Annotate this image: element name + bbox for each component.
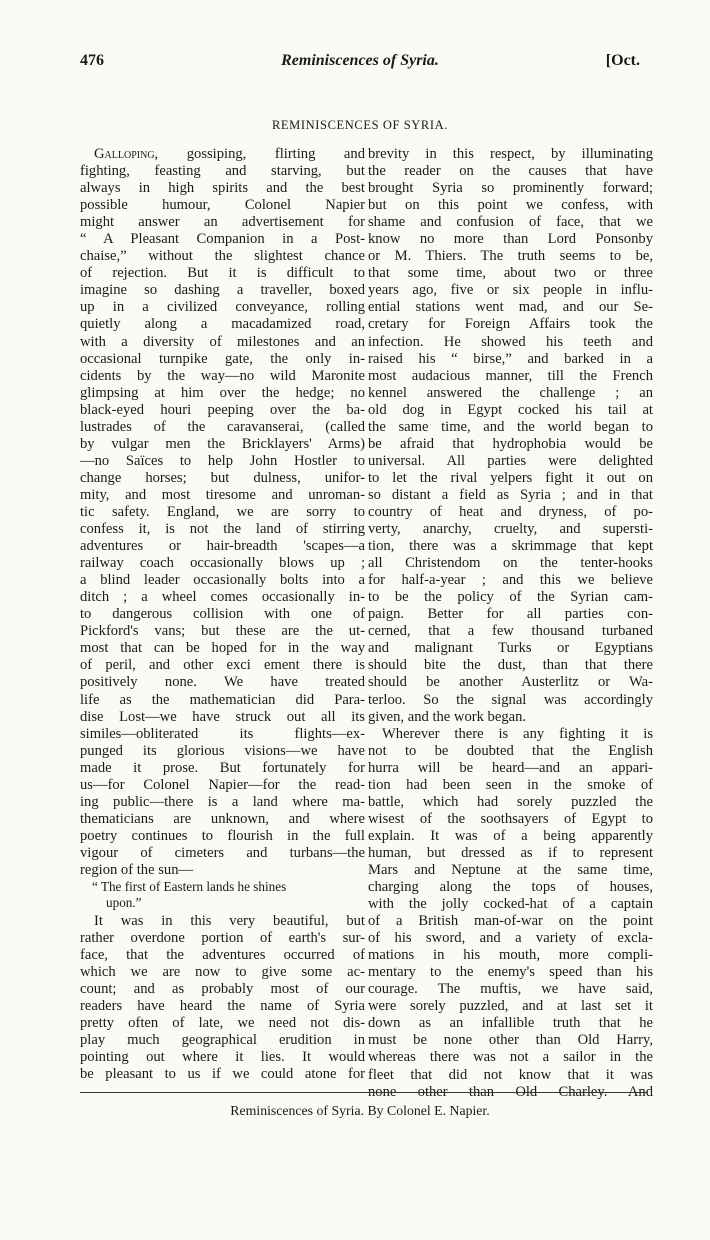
running-title: Reminiscences of Syria. [281,52,439,69]
text-line: to be the policy of the Syrian cam- [368,589,653,606]
text-line: tion, there was a skrimmage that kept [368,538,653,555]
text-line: poetry continues to flourish in the full [80,827,365,844]
text-line: count; and as probably most of our [80,981,365,998]
text-line: paign. Better for all parties con- [368,606,653,623]
text-line: verty, anarchy, cruelty, and supersti- [368,521,653,538]
text-line: old dog in Egypt cocked his tail at [368,401,653,418]
text-line: punged its glorious visions—we have [80,742,365,759]
text-line: pretty often of late, we need not dis- [80,1015,365,1032]
text-line: dise Lost—we have struck out all its [80,708,365,725]
drop-word: Galloping [94,146,155,162]
text-line: change horses; but dulness, unifor- [80,469,365,486]
text-line: shame and confusion of face, that we [368,214,653,231]
text-line: brevity in this respect, by illuminating [368,146,653,162]
text-line: cidents by the way—no wild Maronite [80,367,365,384]
text-line: Wherever there is any fighting it is [382,725,653,742]
footnote: Reminiscences of Syria. By Colonel E. Napier. [230,1103,490,1118]
text-line: know no more than Lord Ponsonby [368,231,653,248]
text-line: railway coach occasionally blows up ; [80,555,365,572]
text-line: cerned, that a few thousand turbaned [368,623,653,640]
text-line: vigour of cimeters and turbans—the [80,844,365,861]
text-line: universal. All parties were delighted [368,452,653,469]
text-line: adventures or hair-breadth 'scapes—a [80,538,365,555]
text-line: up in a civilized conveyance, rolling [80,299,365,316]
text-line: rather overdone portion of earth's sur- [80,930,365,947]
quote-line: upon.” [106,895,142,911]
text-line: with the jolly cocked-hat of a captain [368,896,653,913]
text-line: mity, and most tiresome and unroman- [80,486,365,503]
text-line: region of the sun— [80,861,194,878]
text-line: country of heat and dryness, of po- [368,503,653,520]
text-line: should be another Austerlitz or Wa- [368,674,653,691]
text-line: confess it, is not the land of stirring [80,521,365,538]
running-month: [Oct. [605,52,640,69]
text-line: fighting, feasting and starving, but [80,163,365,180]
text-line: with a diversity of milestones and an [80,333,365,350]
text-line: most audacious manner, till the French [368,367,653,384]
text-line: might answer an advertisement for [80,214,365,231]
text-line: “ A Pleasant Companion in a Post- [80,231,365,248]
text-line: wisest of the soothsayers of Egypt to [368,810,653,827]
text-line: pointing out where it lies. It would [80,1049,365,1066]
text-line: —no Saïces to help John Hostler to [80,452,365,469]
text-line: be afraid that hydrophobia would be [368,435,653,452]
text-line: all Christendom on the tenter-hooks [368,555,653,572]
text-line: most that can be hoped for in the way [80,640,365,657]
text-line: fleet that did not know that it was [368,1066,653,1083]
left-column [80,146,365,1083]
text-line: none other than Old Charley. And [368,1083,653,1100]
text-line: mentary to the enemy's speed than his [368,964,653,981]
text-line: us—for Colonel Napier—for the read- [80,776,365,793]
text-line: of rejection. But it is difficult to [80,265,365,282]
text-line: lustrades of the caravanserai, (called [80,418,365,435]
text-line: but on this point we confess, with [368,197,653,214]
text-line: made it prose. But fortunately for [80,759,365,776]
text-line: so distant a field as Syria ; and in that [368,486,653,503]
text-line: kennel answered the challenge ; an [368,384,653,401]
text-line: chaise,” without the slightest chance [80,248,365,265]
text-line: be pleasant to us if we could atone for [80,1066,365,1083]
text-line: brought Syria so prominently forward; [368,180,653,197]
text-line: ditch ; a wheel comes occasionally in- [80,589,365,606]
text-line: were sorely puzzled, and at last set it [368,998,653,1015]
text-line: courage. The muftis, we have said, [368,981,653,998]
text-line: to let the rival yelpers fight it out on [368,469,653,486]
text-line: similes—obliterated its flights—ex- [80,725,365,742]
text-line: Pickford's vans; but these are the ut- [80,623,365,640]
text-line: of peril, and other exci ement there is [80,657,365,674]
text-line: the same time, and the world began to [368,418,653,435]
text-line: or M. Thiers. The truth seems to be, [368,248,653,265]
text-line: down as an infallible truth that he [368,1015,653,1032]
text-line: It was in this very beautiful, but [94,913,365,930]
text-line: face, that the adventures occurred of [80,947,365,964]
text-line: that some time, about two or three [368,265,653,282]
text-line: ential stations went mad, and our Se- [368,299,653,316]
right-column [368,146,653,1101]
text-line: glimpsing at him over the hedge; no [80,384,365,401]
text-line: raised his “ birse,” and barked in a [368,350,653,367]
text-line: terloo. So the signal was accordingly [368,691,653,708]
text-line: to dangerous collision with one of [80,606,365,623]
text-line: should bite the dust, than that there [368,657,653,674]
text-line: charging along the tops of houses, [368,879,653,896]
article-title: REMINISCENCES OF SYRIA. [272,118,448,132]
text-line: human, but dressed as if to represent [368,844,653,861]
text-line: for half-a-year ; and this we believe [368,572,653,589]
text-line: of a British man-of-war on the point [368,913,653,930]
text-line: given, and the work began. [368,708,527,725]
text-line: by vulgar men the Bricklayers' Arms) [80,435,365,452]
text-line: of his sword, and a variety of excla- [368,930,653,947]
text-line: battle, which had sorely puzzled the [368,793,653,810]
text-line: the reader on the causes that have [368,163,653,180]
text-line: life as the mathematician did Para- [80,691,365,708]
text-line: and malignant Turks or Egyptians [368,640,653,657]
text-line: mations in his mouth, more compli- [368,947,653,964]
text-line: readers have heard the name of Syria [80,998,365,1015]
text-line: Galloping, gossiping, flirting and [94,146,365,162]
text-line: black-eyed houri peeping over the ba- [80,401,365,418]
text-line: must be none other than Old Harry, [368,1032,653,1049]
footnote-rule [80,1092,648,1093]
text-line: Mars and Neptune at the same time, [368,861,653,878]
page-number: 476 [80,52,104,69]
text-line: years ago, five or six people in influ- [368,282,653,299]
text-line: which we are now to give some ac- [80,964,365,981]
quote-line: “ The first of Eastern lands he shines [92,879,287,895]
text-line: occasional turnpike gate, the only in- [80,350,365,367]
text-line: cretary for Foreign Affairs took the [368,316,653,333]
text-line: imagine so dashing a traveller, boxed [80,282,365,299]
text-line: tion had been seen in the smoke of [368,776,653,793]
text-line: hurra will be heard—and an appari- [368,759,653,776]
text-line: thematicians are unknown, and where [80,810,365,827]
running-head [80,52,640,74]
text-line: whereas there was not a sailor in the [368,1049,653,1066]
text-line: ing public—there is a land where ma- [80,793,365,810]
text-line: not to be doubted that the English [368,742,653,759]
text-line: a blind leader occasionally bolts into a [80,572,365,589]
text-line: infection. He showed his teeth and [368,333,653,350]
text-line: play much geographical erudition in [80,1032,365,1049]
text-line: tic safety. England, we are sorry to [80,503,365,520]
text-line: quietly along a macadamized road, [80,316,365,333]
text-line: always in high spirits and the best [80,180,365,197]
text-line: positively none. We have treated [80,674,365,691]
text-line: possible humour, Colonel Napier [80,197,365,214]
text-line: explain. It was of a being apparently [368,827,653,844]
